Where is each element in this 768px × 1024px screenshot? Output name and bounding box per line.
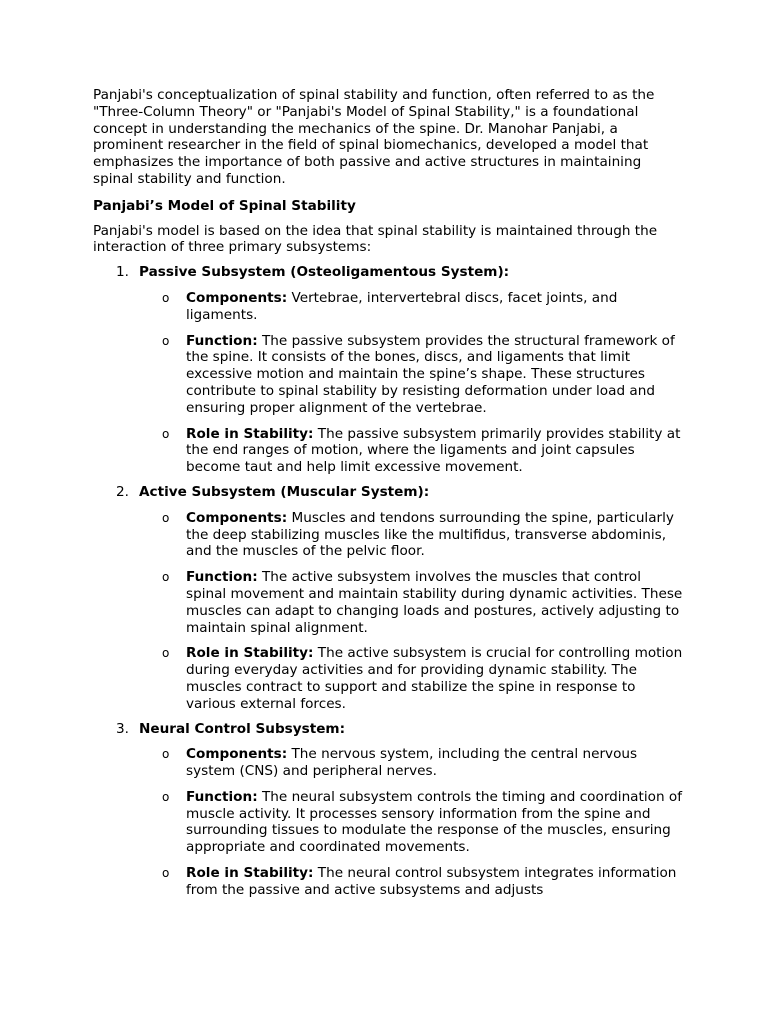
- bullet-icon: o: [162, 866, 170, 881]
- subsystem-title: Passive Subsystem (Osteoligamentous System):: [139, 264, 510, 281]
- point-label: Components:: [186, 746, 288, 763]
- point-label: Role in Stability:: [186, 865, 314, 882]
- point-text: The active subsystem is crucial for controlling motion during everyday activities and for providing dynamic stability. The muscles contract to support and stabilize the spine in response to various external forces.: [186, 645, 683, 712]
- point-label: Function:: [186, 332, 258, 349]
- list-item: [93, 789, 683, 856]
- point-text: The nervous system, including the central nervous system (CNS) and peripheral nerves.: [186, 746, 638, 780]
- list-number: 1.: [116, 264, 129, 281]
- bullet-icon: o: [162, 426, 170, 441]
- point-text: The passive subsystem primarily provides stability at the end ranges of motion, where the ligaments and joint capsules become taut and help limit excessive movement.: [186, 425, 681, 476]
- subsystem-title: Neural Control Subsystem:: [139, 720, 346, 737]
- bullet-icon: o: [162, 290, 170, 305]
- list-item: [93, 645, 683, 712]
- bullet-icon: o: [162, 646, 170, 661]
- point-label: Role in Stability:: [186, 645, 314, 662]
- list-item: [93, 290, 683, 324]
- point-text: Muscles and tendons surrounding the spine, particularly the deep stabilizing muscles like the multifidus, transverse abdominis, and the muscles of the pelvic floor.: [186, 509, 674, 560]
- subsystem-active: [93, 484, 683, 713]
- bullet-icon: o: [162, 747, 170, 762]
- point-text: The passive subsystem provides the structural framework of the spine. It consists of the bones, discs, and ligaments that limit excessive motion and maintain the spine’s shape. These structures contribute to spinal stability by resisting deformation under load and ensuring proper alignment of the vertebrae.: [186, 332, 675, 416]
- bullet-icon: o: [162, 789, 170, 804]
- list-number: 2.: [116, 483, 129, 500]
- subsystem-neural: [93, 721, 683, 899]
- point-text: The neural control subsystem integrates information from the passive and active subsystems and adjusts: [186, 865, 677, 898]
- list-item: [93, 746, 683, 780]
- point-text: The active subsystem involves the muscles that control spinal movement and maintain stability during dynamic activities. These muscles can adapt to changing loads and postures, actively adjusting to maintain spinal alignment.: [186, 569, 683, 636]
- point-text: Vertebrae, intervertebral discs, facet joints, and ligaments.: [186, 289, 618, 323]
- point-list: [93, 290, 683, 476]
- list-item: [93, 510, 683, 560]
- subsystem-passive: [93, 264, 683, 476]
- point-list: [93, 510, 683, 713]
- section-heading: Panjabi’s Model of Spinal Stability: [93, 197, 356, 214]
- point-label: Components:: [186, 509, 288, 526]
- list-number: 3.: [116, 720, 129, 737]
- list-item: [93, 426, 683, 476]
- point-label: Components:: [186, 289, 288, 306]
- document-body: [93, 87, 683, 907]
- point-list: [93, 746, 683, 898]
- point-label: Function:: [186, 788, 258, 805]
- point-text: The neural subsystem controls the timing and coordination of muscle activity. It processes sensory information from the spine and surrounding tissues to modulate the response of the muscles, ensuring appropriate and coordinated movements.: [186, 788, 682, 856]
- bullet-icon: o: [162, 570, 170, 585]
- list-item: [93, 865, 683, 899]
- intro-paragraph: Panjabi's conceptualization of spinal stability and function, often referred to as the "Three-Column Theory" or "Panjabi's Model of Spinal Stability," is a foundational concept in understanding the mechanics of the spine. Dr. Manohar Panjabi, a prominent researcher in the field of spinal biomechanics, developed a model that emphasizes the importance of both passive and active structures in maintaining spinal stability and function.: [93, 87, 655, 187]
- bullet-icon: o: [162, 510, 170, 525]
- bullet-icon: o: [162, 333, 170, 348]
- point-label: Function:: [186, 569, 258, 586]
- list-item: [93, 569, 683, 636]
- lead-paragraph: Panjabi's model is based on the idea that spinal stability is maintained through the interaction of three primary subsystems:: [93, 222, 658, 256]
- point-label: Role in Stability:: [186, 425, 314, 442]
- list-item: [93, 333, 683, 417]
- subsystem-title: Active Subsystem (Muscular System):: [139, 483, 430, 500]
- subsystem-list: [93, 264, 683, 899]
